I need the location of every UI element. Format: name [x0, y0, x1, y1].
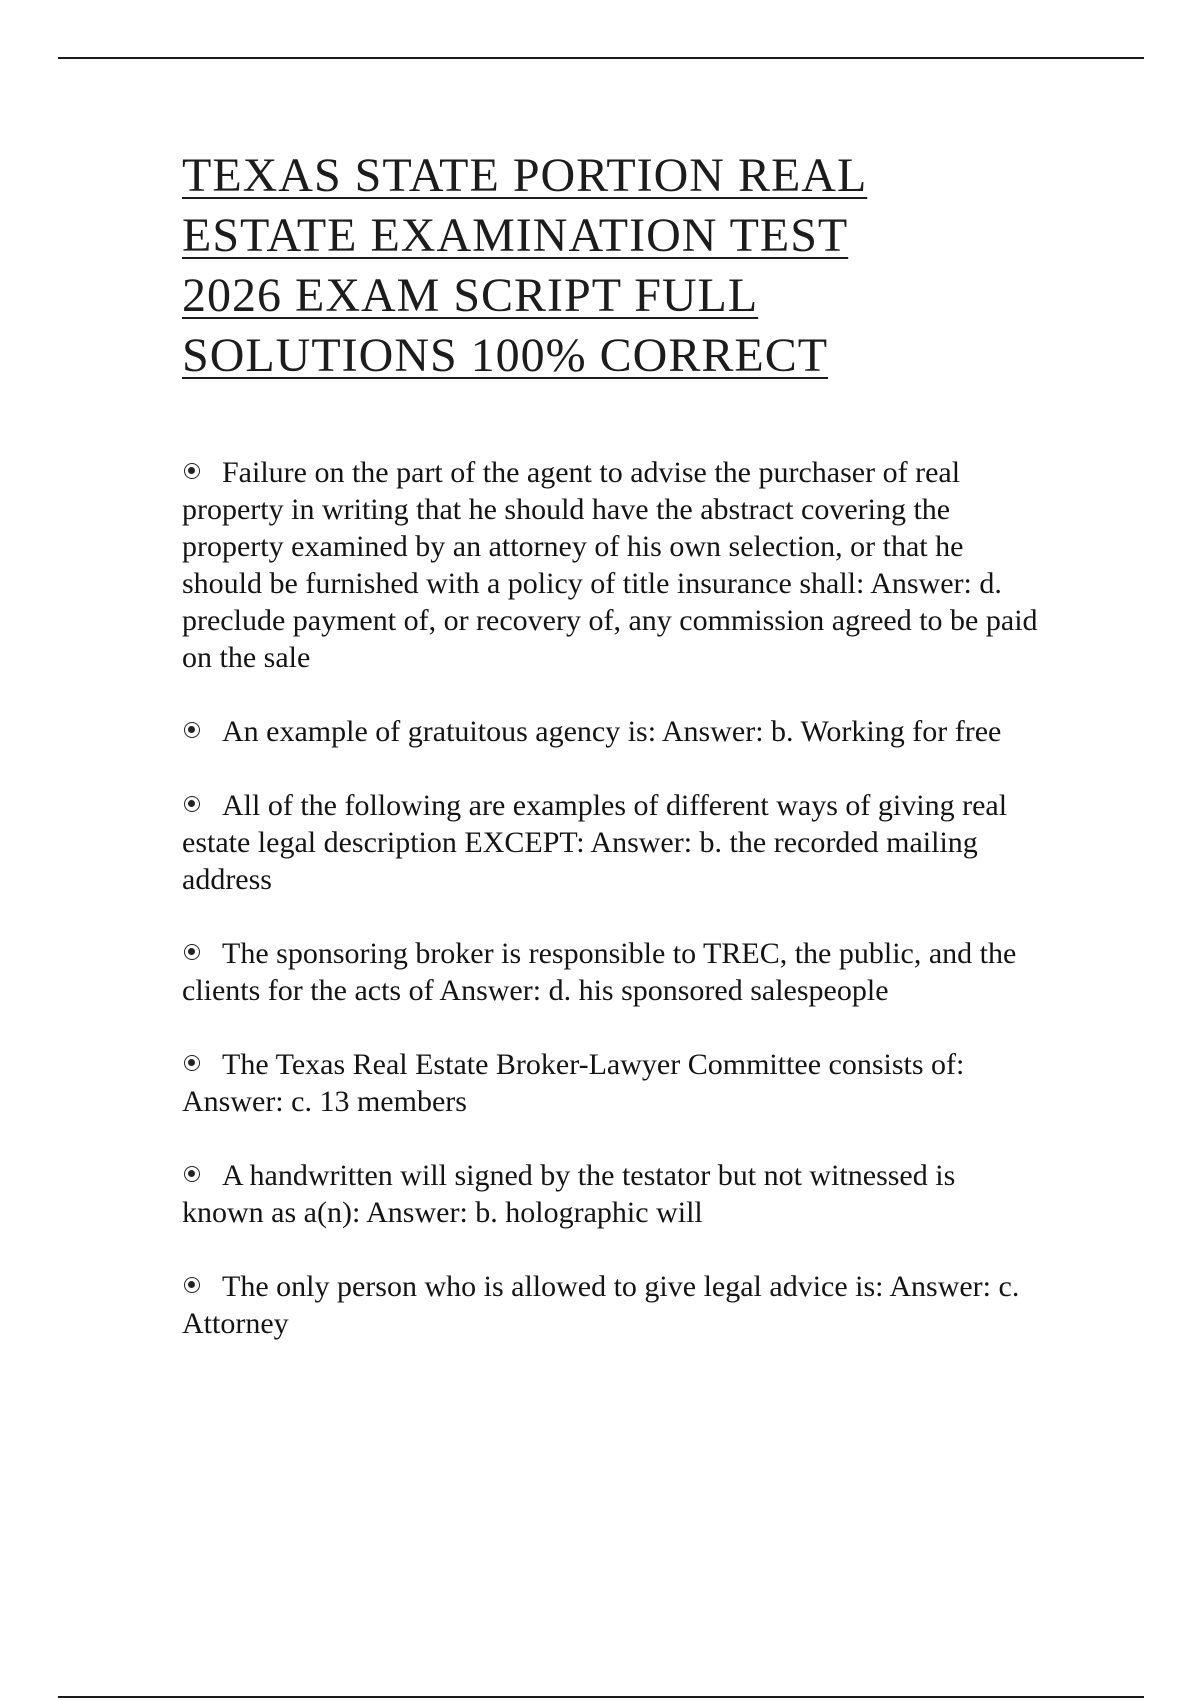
title-line: ESTATE EXAMINATION TEST [182, 209, 849, 262]
item-text: The sponsoring broker is responsible to TREC, the public, and the clients for the acts of Answer: d. his sponsored salespeople [182, 937, 1017, 1007]
title-line: SOLUTIONS 100% CORRECT [182, 329, 829, 382]
bullet-icon [184, 1055, 200, 1071]
bottom-rule [58, 1696, 1144, 1698]
list-item [182, 1046, 1042, 1120]
document-title [182, 146, 1042, 386]
bullet-icon [184, 722, 200, 738]
item-text: An example of gratuitous agency is: Answer: b. Working for free [222, 715, 1002, 748]
item-text: The only person who is allowed to give legal advice is: Answer: c. Attorney [182, 1270, 1020, 1340]
bullet-icon [184, 1166, 200, 1182]
item-text: All of the following are examples of different ways of giving real estate legal description EXCEPT: Answer: b. the recorded mailing address [182, 789, 1008, 896]
title-line: 2026 EXAM SCRIPT FULL [182, 269, 759, 322]
item-text: A handwritten will signed by the testator but not witnessed is known as a(n): Answer: b. holographic will [182, 1159, 956, 1229]
list-item [182, 787, 1042, 898]
list-item [182, 1157, 1042, 1231]
bullet-icon [184, 1277, 200, 1293]
item-text: The Texas Real Estate Broker-Lawyer Committee consists of: Answer: c. 13 members [182, 1048, 965, 1118]
question-answer-list [182, 454, 1042, 1379]
list-item [182, 935, 1042, 1009]
title-line: TEXAS STATE PORTION REAL [182, 149, 868, 202]
list-item [182, 713, 1042, 750]
item-text: Failure on the part of the agent to advise the purchaser of real property in writing that he should have the abstract covering the property examined by an attorney of his own selection, or that he should be furnished with a policy of title insurance shall: Answer: d. preclude payment of, or recovery of, any commission agreed to be paid on the sale [182, 456, 1038, 674]
bullet-icon [184, 944, 200, 960]
top-rule [58, 57, 1144, 59]
list-item [182, 1268, 1042, 1342]
bullet-icon [184, 796, 200, 812]
list-item [182, 454, 1042, 676]
bullet-icon [184, 463, 200, 479]
